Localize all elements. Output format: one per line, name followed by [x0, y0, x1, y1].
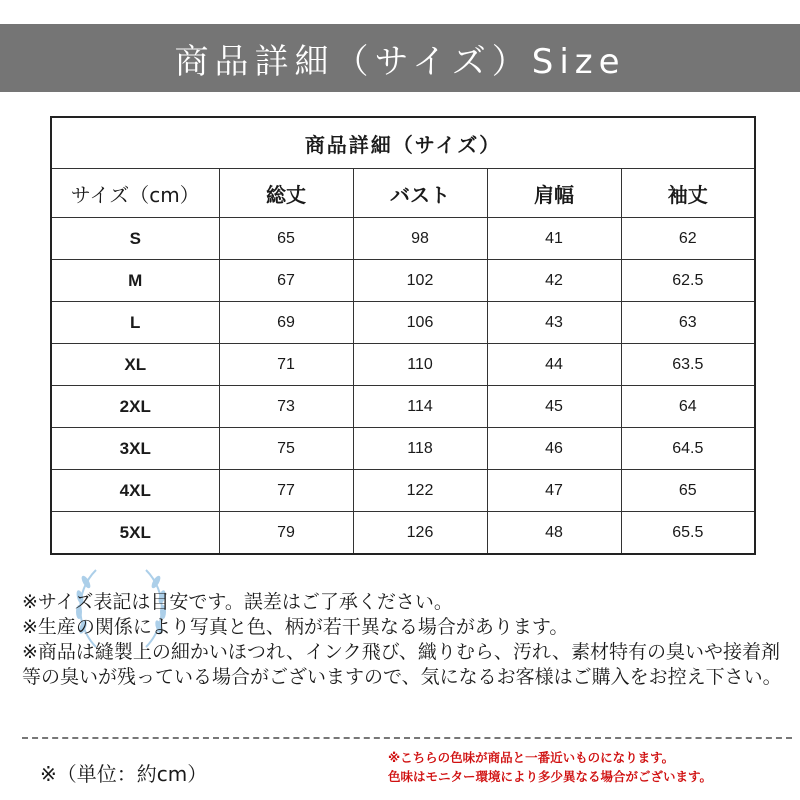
header-bust: バスト	[353, 169, 487, 218]
banner-title: 商品詳細（サイズ）Size	[174, 41, 626, 82]
unit-label: ※（単位：約cm）	[40, 762, 208, 786]
color-note	[388, 748, 798, 786]
table-cell: 64	[621, 386, 755, 428]
header-banner	[0, 24, 800, 92]
table-cell: 73	[219, 386, 353, 428]
notes-section	[22, 590, 792, 690]
table-cell: 62	[621, 218, 755, 260]
table-cell: 41	[487, 218, 621, 260]
header-shoulder: 肩幅	[487, 169, 621, 218]
table-cell: 64.5	[621, 428, 755, 470]
size-cell: S	[51, 218, 219, 260]
table-row	[51, 386, 755, 428]
table-cell: 65.5	[621, 512, 755, 555]
table-cell: 44	[487, 344, 621, 386]
table-cell: 77	[219, 470, 353, 512]
table-cell: 67	[219, 260, 353, 302]
color-note-line: 色味はモニター環境により多少異なる場合がございます。	[388, 769, 713, 784]
table-row	[51, 260, 755, 302]
table-cell: 126	[353, 512, 487, 555]
table-cell: 42	[487, 260, 621, 302]
table-cell: 48	[487, 512, 621, 555]
table-cell: 106	[353, 302, 487, 344]
table-cell: 102	[353, 260, 487, 302]
note-color-disclaimer: ※生産の関係により写真と色、柄が若干異なる場合があります。	[22, 616, 569, 638]
size-table	[50, 116, 756, 555]
size-cell: 3XL	[51, 428, 219, 470]
table-header-row	[51, 169, 755, 218]
dashed-divider	[22, 737, 792, 739]
table-cell: 75	[219, 428, 353, 470]
table-title: 商品詳細（サイズ）	[51, 117, 755, 169]
table-row	[51, 512, 755, 555]
table-cell: 43	[487, 302, 621, 344]
table-cell: 71	[219, 344, 353, 386]
table-cell: 118	[353, 428, 487, 470]
header-size: サイズ（cm）	[51, 169, 219, 218]
table-cell: 98	[353, 218, 487, 260]
table-cell: 63	[621, 302, 755, 344]
table-row	[51, 218, 755, 260]
table-row	[51, 344, 755, 386]
table-cell: 122	[353, 470, 487, 512]
table-cell: 114	[353, 386, 487, 428]
header-sleeve: 袖丈	[621, 169, 755, 218]
table-cell: 110	[353, 344, 487, 386]
table-cell: 65	[621, 470, 755, 512]
table-cell: 46	[487, 428, 621, 470]
size-cell: M	[51, 260, 219, 302]
table-row	[51, 302, 755, 344]
table-cell: 65	[219, 218, 353, 260]
table-cell: 47	[487, 470, 621, 512]
size-cell: XL	[51, 344, 219, 386]
table-row	[51, 470, 755, 512]
color-note-line: ※こちらの色味が商品と一番近いものになります。	[388, 750, 675, 765]
note-quality-disclaimer: ※商品は縫製上の細かいほつれ、インク飛び、織りむら、汚れ、素材特有の臭いや接着剤等の臭いが残っている場合がございますので、気になるお客様はご購入をお控え下さい。	[22, 641, 782, 688]
size-cell: 4XL	[51, 470, 219, 512]
size-cell: L	[51, 302, 219, 344]
table-row	[51, 428, 755, 470]
table-cell: 79	[219, 512, 353, 555]
note-size-disclaimer: ※サイズ表記は目安です。誤差はご了承ください。	[22, 591, 453, 613]
table-cell: 69	[219, 302, 353, 344]
size-cell: 5XL	[51, 512, 219, 555]
header-length: 総丈	[219, 169, 353, 218]
table-cell: 63.5	[621, 344, 755, 386]
table-cell: 45	[487, 386, 621, 428]
size-cell: 2XL	[51, 386, 219, 428]
table-cell: 62.5	[621, 260, 755, 302]
